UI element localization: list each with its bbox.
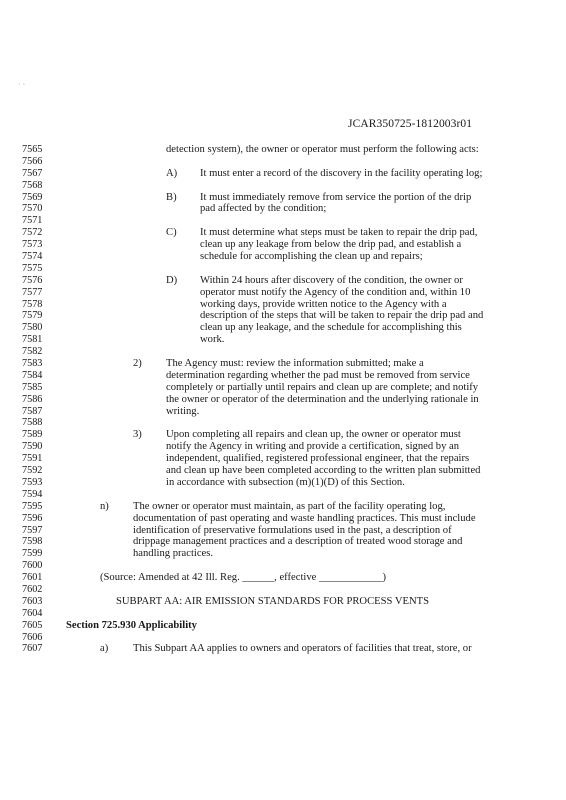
line-text: The Agency must: review the information submitted; make a bbox=[166, 358, 424, 370]
line-number: 7603 bbox=[22, 595, 43, 607]
line-number: 7574 bbox=[22, 251, 43, 263]
line-number: 7592 bbox=[22, 465, 43, 477]
line-text: work. bbox=[200, 334, 225, 346]
line-number: 7601 bbox=[22, 572, 43, 584]
document-line bbox=[0, 322, 566, 334]
line-text: Within 24 hours after discovery of the condition, the owner or bbox=[200, 274, 463, 286]
document-line bbox=[0, 180, 566, 192]
line-text: in accordance with subsection (m)(1)(D) of this Section. bbox=[166, 476, 405, 488]
document-line bbox=[0, 227, 566, 239]
line-text: Upon completing all repairs and clean up, the owner or operator must bbox=[166, 429, 461, 441]
line-number: 7597 bbox=[22, 524, 43, 536]
line-text: This Subpart AA applies to owners and operators of facilities that treat, store, or bbox=[133, 643, 472, 655]
line-text: clean up any leakage from below the drip pad, and establish a bbox=[200, 239, 462, 251]
document-line bbox=[0, 239, 566, 251]
line-number: 7575 bbox=[22, 262, 43, 274]
line-text: the owner or operator of the determination and the underlying rationale in bbox=[166, 393, 479, 405]
line-text: detection system), the owner or operator must perform the following acts: bbox=[166, 144, 479, 155]
line-number: 7590 bbox=[22, 441, 43, 453]
document-line bbox=[0, 525, 566, 537]
line-number: 7598 bbox=[22, 536, 43, 548]
line-text: determination regarding whether the pad must be removed from service bbox=[166, 369, 470, 381]
document-line bbox=[0, 441, 566, 453]
line-text: It must determine what steps must be taken to repair the drip pad, bbox=[200, 227, 478, 239]
document-line bbox=[0, 513, 566, 525]
document-line bbox=[0, 215, 566, 227]
line-text: The owner or operator must maintain, as part of the facility operating log, bbox=[133, 500, 446, 512]
document-line bbox=[0, 287, 566, 299]
line-text: writing. bbox=[166, 405, 200, 417]
line-number: 7599 bbox=[22, 548, 43, 560]
line-text: working days, provide written notice to the Agency with a bbox=[200, 298, 447, 310]
line-text: schedule for accomplishing the clean up and repairs; bbox=[200, 251, 423, 263]
line-number: 7582 bbox=[22, 346, 43, 358]
document-line bbox=[0, 263, 566, 275]
line-number: 7578 bbox=[22, 298, 43, 310]
section-heading: Section 725.930 Applicability bbox=[66, 619, 197, 631]
line-number: 7588 bbox=[22, 417, 43, 429]
line-number: 7570 bbox=[22, 203, 43, 215]
document-line bbox=[0, 572, 566, 584]
subsection-label: A) bbox=[166, 167, 178, 179]
document-line bbox=[0, 299, 566, 311]
document-line bbox=[0, 370, 566, 382]
subpart-heading: SUBPART AA: AIR EMISSION STANDARDS FOR PROCESS VENTS bbox=[116, 595, 429, 607]
line-number: 7594 bbox=[22, 488, 43, 500]
document-line bbox=[0, 203, 566, 215]
subsection-label: D) bbox=[166, 274, 178, 286]
line-number: 7572 bbox=[22, 227, 43, 239]
scan-specks: ˌ ˎ bbox=[18, 76, 26, 85]
line-number: 7583 bbox=[22, 358, 43, 370]
line-number: 7569 bbox=[22, 191, 43, 203]
line-text: documentation of past operating and waste handling practices. This must include bbox=[133, 512, 476, 524]
line-number: 7605 bbox=[22, 619, 43, 631]
subsection-label: 3) bbox=[133, 429, 142, 441]
source-note: (Source: Amended at 42 Ill. Reg. ______, effective ____________) bbox=[100, 572, 387, 584]
line-text: description of the steps that will be taken to repair the drip pad and bbox=[200, 310, 484, 322]
line-text: clean up any leakage, and the schedule for accomplishing this bbox=[200, 322, 462, 334]
line-text: It must enter a record of the discovery in the facility operating log; bbox=[200, 167, 483, 179]
line-number: 7573 bbox=[22, 239, 43, 251]
line-text: identification of preservative formulations used in the past, a description of bbox=[133, 524, 452, 536]
line-text: handling practices. bbox=[133, 548, 214, 560]
subsection-label: n) bbox=[100, 500, 109, 512]
document-line bbox=[0, 632, 566, 644]
line-text: notify the Agency in writing and provide a certification, signed by an bbox=[166, 441, 460, 453]
line-number: 7596 bbox=[22, 512, 43, 524]
document-line bbox=[0, 643, 566, 655]
line-number: 7568 bbox=[22, 179, 43, 191]
line-number: 7593 bbox=[22, 476, 43, 488]
line-number: 7576 bbox=[22, 274, 43, 286]
line-number: 7581 bbox=[22, 334, 43, 346]
document-body bbox=[0, 144, 566, 655]
document-line bbox=[0, 275, 566, 287]
line-text: completely or partially until repairs and clean up are complete; and notify bbox=[166, 381, 479, 393]
document-line bbox=[0, 192, 566, 204]
line-text: independent, qualified, registered professional engineer, that the repairs bbox=[166, 453, 470, 465]
line-number: 7577 bbox=[22, 286, 43, 298]
document-line bbox=[0, 251, 566, 263]
line-number: 7580 bbox=[22, 322, 43, 334]
document-line bbox=[0, 453, 566, 465]
line-number: 7571 bbox=[22, 215, 43, 227]
document-line bbox=[0, 394, 566, 406]
document-line bbox=[0, 382, 566, 394]
document-line bbox=[0, 406, 566, 418]
document-line bbox=[0, 560, 566, 572]
document-line bbox=[0, 310, 566, 322]
line-number: 7606 bbox=[22, 631, 43, 643]
line-number: 7595 bbox=[22, 500, 43, 512]
document-line bbox=[0, 334, 566, 346]
document-line bbox=[0, 417, 566, 429]
line-number: 7579 bbox=[22, 310, 43, 322]
document-id-header: JCAR350725-1812003r01 bbox=[348, 118, 473, 130]
document-line bbox=[0, 144, 566, 156]
document-line bbox=[0, 168, 566, 180]
line-number: 7600 bbox=[22, 560, 43, 572]
document-line bbox=[0, 584, 566, 596]
subsection-label: a) bbox=[100, 643, 109, 655]
line-number: 7566 bbox=[22, 155, 43, 167]
line-number: 7565 bbox=[22, 144, 43, 155]
line-text: drippage management practices and a description of treated wood storage and bbox=[133, 536, 463, 548]
document-line bbox=[0, 346, 566, 358]
document-line bbox=[0, 596, 566, 608]
document-line bbox=[0, 156, 566, 168]
line-number: 7589 bbox=[22, 429, 43, 441]
line-number: 7604 bbox=[22, 607, 43, 619]
line-number: 7567 bbox=[22, 167, 43, 179]
line-number: 7587 bbox=[22, 405, 43, 417]
line-text: operator must notify the Agency of the condition and, within 10 bbox=[200, 286, 471, 298]
document-line bbox=[0, 429, 566, 441]
document-line bbox=[0, 608, 566, 620]
subsection-label: C) bbox=[166, 227, 177, 239]
document-line bbox=[0, 489, 566, 501]
document-line bbox=[0, 548, 566, 560]
line-text: It must immediately remove from service the portion of the drip bbox=[200, 191, 472, 203]
line-number: 7591 bbox=[22, 453, 43, 465]
document-line bbox=[0, 358, 566, 370]
line-number: 7586 bbox=[22, 393, 43, 405]
line-number: 7607 bbox=[22, 643, 43, 655]
line-number: 7585 bbox=[22, 381, 43, 393]
line-number: 7602 bbox=[22, 583, 43, 595]
subsection-label: B) bbox=[166, 191, 177, 203]
subsection-label: 2) bbox=[133, 358, 142, 370]
document-line bbox=[0, 620, 566, 632]
document-line bbox=[0, 501, 566, 513]
document-line bbox=[0, 465, 566, 477]
line-text: and clean up have been completed according to the written plan submitted bbox=[166, 465, 481, 477]
line-text: pad affected by the condition; bbox=[200, 203, 327, 215]
document-line bbox=[0, 477, 566, 489]
line-number: 7584 bbox=[22, 369, 43, 381]
document-line bbox=[0, 536, 566, 548]
